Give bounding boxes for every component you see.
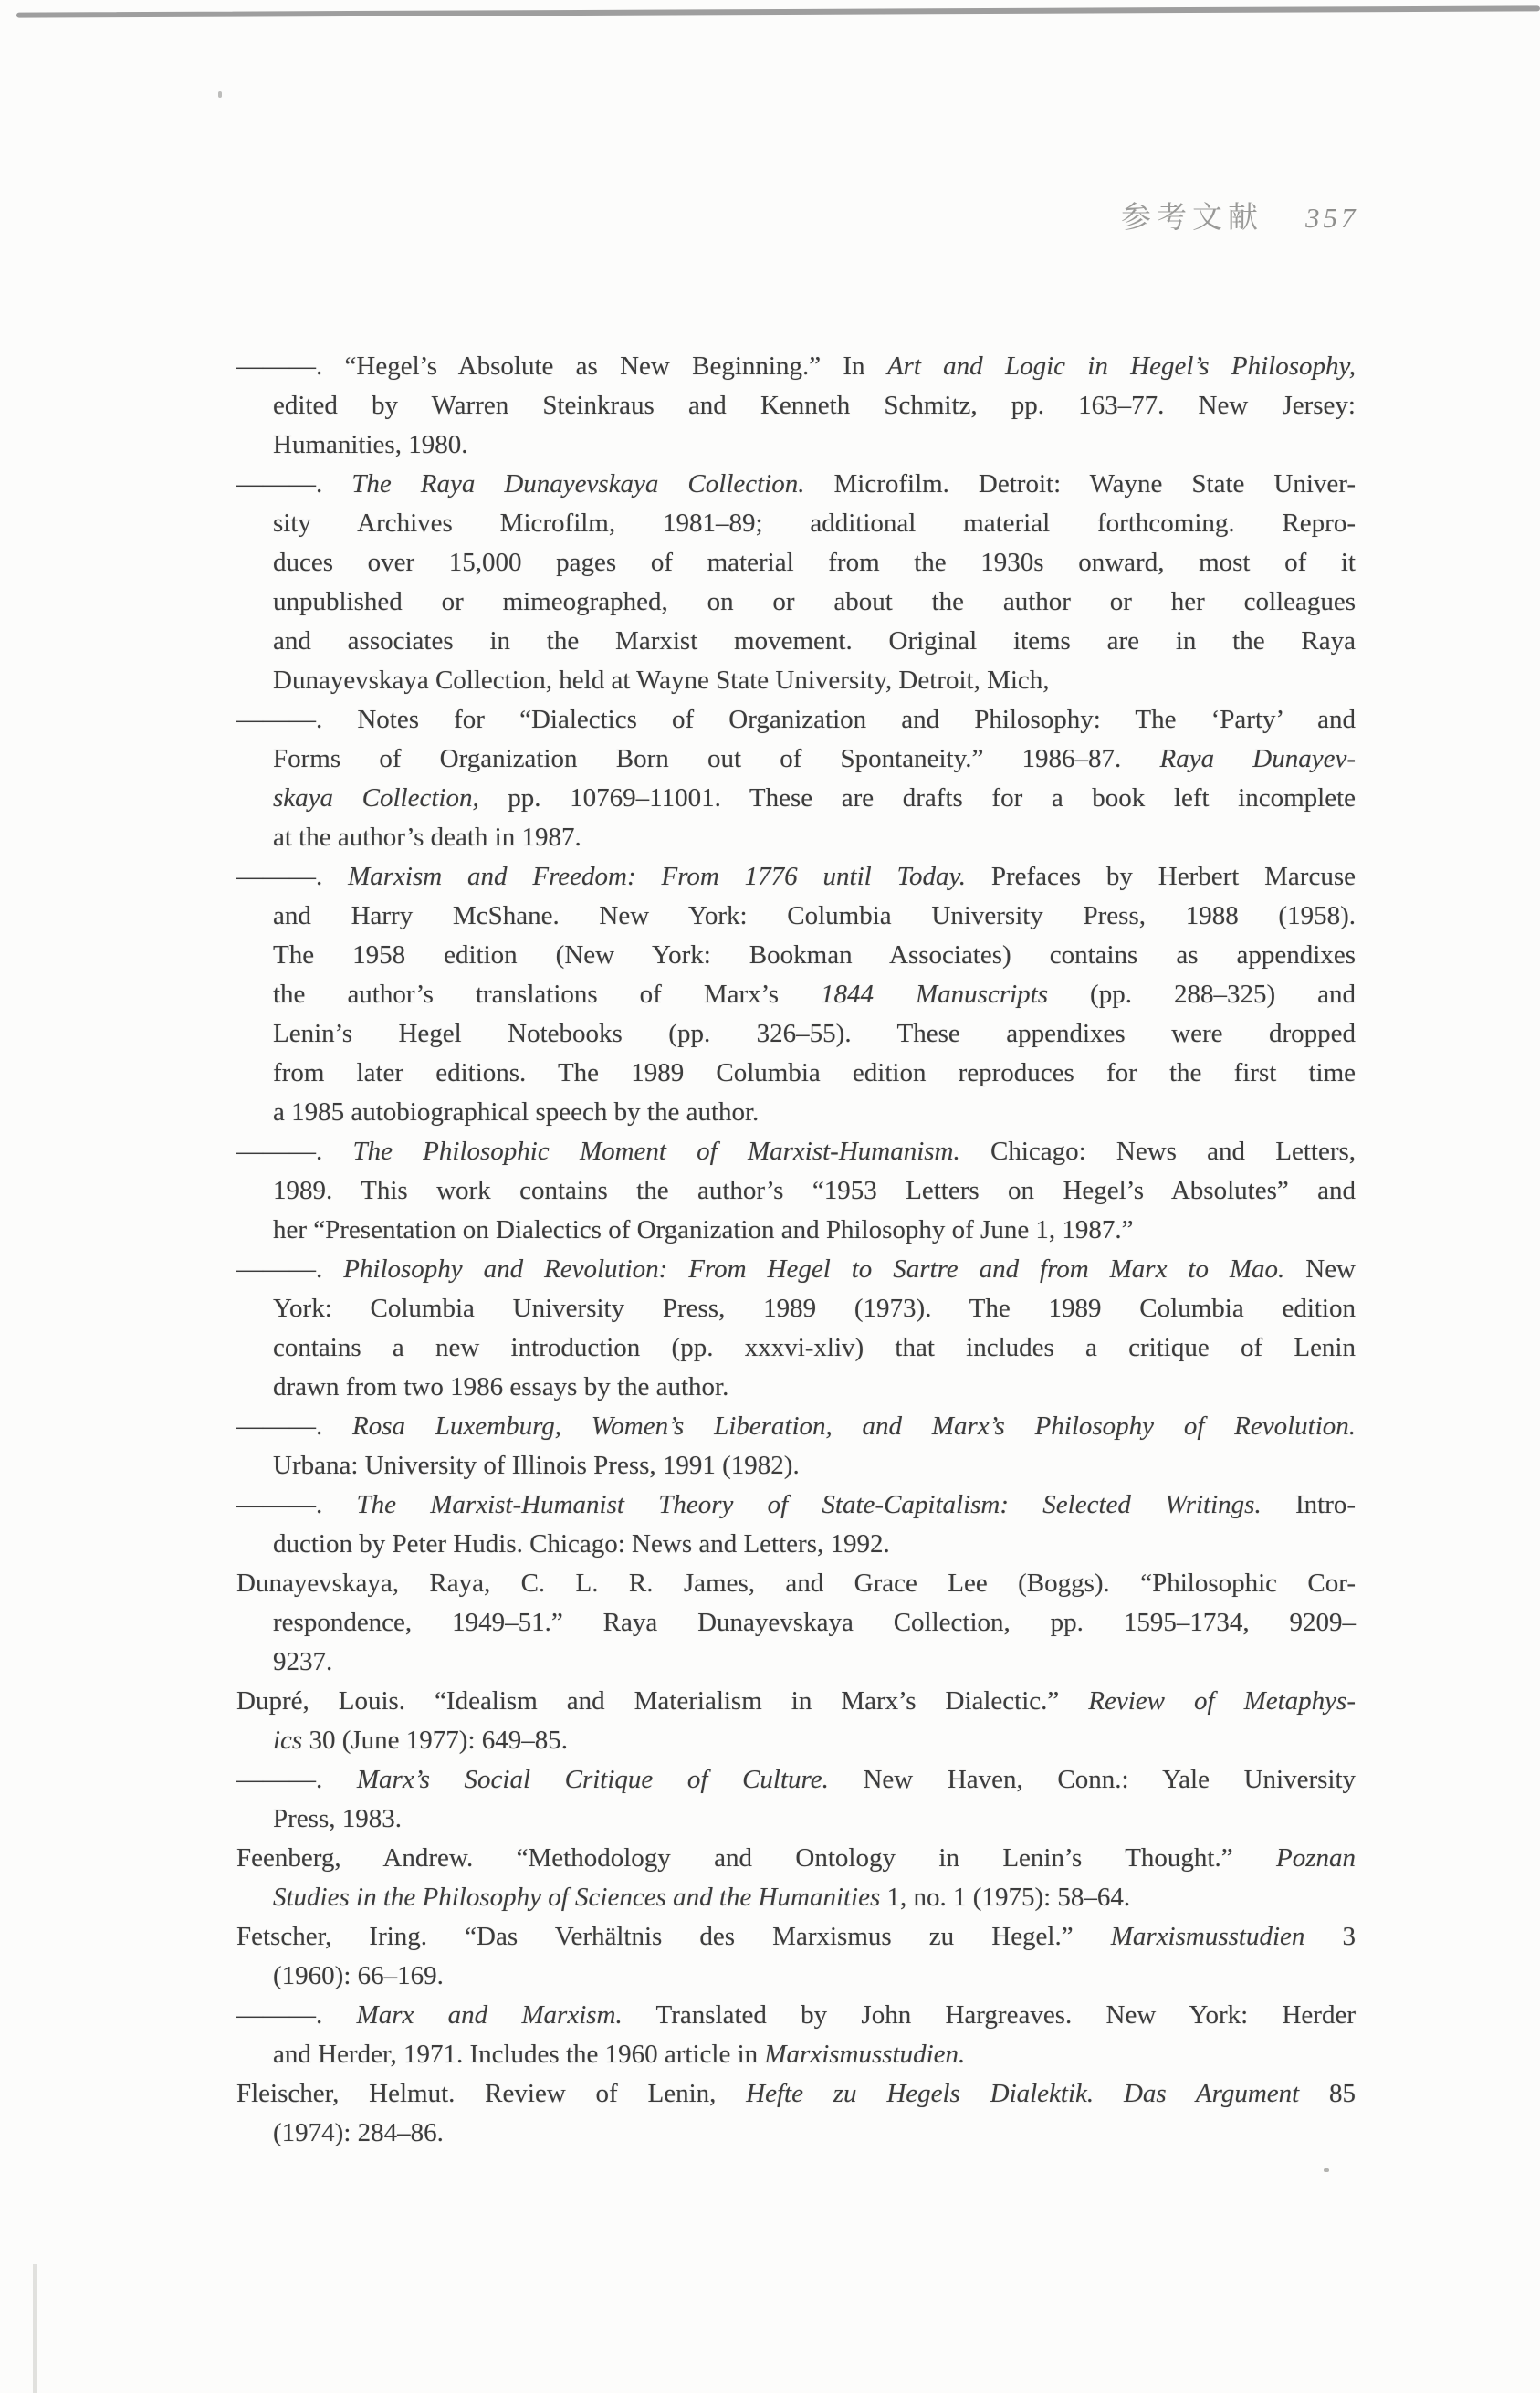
roman-text: Chicago: News and Letters, xyxy=(959,1137,1357,1166)
italic-title-text: Marxismusstudien. xyxy=(764,2040,966,2069)
italic-title-text: 1844 Manuscripts xyxy=(821,980,1049,1009)
roman-text: ———. Notes for “Dialectics of Organization and Philosophy: The ‘Party’ and xyxy=(236,705,1356,734)
bib-line xyxy=(236,1250,1356,1289)
italic-title-text: Marxismusstudien xyxy=(1110,1922,1305,1951)
roman-text: Dupré, Louis. “Idealism and Materialism in Marx’s Dialectic.” xyxy=(236,1686,1089,1716)
italic-title-text: ics xyxy=(273,1726,303,1755)
section-title: 参考文献 xyxy=(1121,202,1263,235)
bib-line xyxy=(236,1485,1356,1525)
roman-text: Prefaces by Herbert Marcuse xyxy=(966,862,1356,891)
roman-text: and Harry McShane. New York: Columbia University Press, 1988 (1958). xyxy=(273,901,1356,930)
scan-edge-top-line xyxy=(16,5,1540,17)
roman-text: 9237. xyxy=(273,1647,333,1676)
bib-line xyxy=(236,1132,1356,1171)
bib-line xyxy=(236,583,1356,622)
roman-text: pp. 10769–11001. These are drafts for a book left incomplete xyxy=(478,783,1356,813)
scan-edge-left-line xyxy=(33,2264,37,2393)
bib-line xyxy=(236,2114,1356,2153)
roman-text: and associates in the Marxist movement. Original items are in the Raya xyxy=(273,626,1356,656)
italic-title-text: Review of Metaphys- xyxy=(1088,1686,1356,1716)
italic-title-text: Art and Logic in Hegel’s Philosophy, xyxy=(886,352,1356,381)
italic-title-text: The Marxist-Humanist Theory of State-Capitalism: Selected Writings. xyxy=(356,1490,1262,1519)
italic-title-text: Marx’s Social Critique of Culture. xyxy=(356,1765,829,1794)
roman-text: drawn from two 1986 essays by the author. xyxy=(273,1372,729,1401)
bib-line xyxy=(236,622,1356,661)
roman-text: New Haven, Conn.: Yale University xyxy=(828,1765,1356,1794)
roman-text: unpublished or mimeographed, on or about the author or her colleagues xyxy=(273,587,1356,616)
roman-text: (1974): 284–86. xyxy=(273,2118,444,2147)
bib-line xyxy=(236,936,1356,975)
bibliography xyxy=(236,347,1356,2153)
roman-text: Fleischer, Helmut. Review of Lenin, xyxy=(236,2079,747,2108)
bib-line xyxy=(236,2035,1356,2074)
roman-text: 85 xyxy=(1299,2079,1357,2108)
bib-line xyxy=(236,1368,1356,1407)
bib-line xyxy=(236,1446,1356,1485)
roman-text: ———. xyxy=(236,1254,344,1284)
roman-text: Dunayevskaya Collection, held at Wayne State University, Detroit, Mich, xyxy=(273,666,1050,695)
roman-text: respondence, 1949–51.” Raya Dunayevskaya Collection, pp. 1595–1734, 9209– xyxy=(273,1608,1356,1637)
bib-line xyxy=(236,465,1356,504)
roman-text: (1960): 66–169. xyxy=(273,1961,444,1990)
roman-text: Humanities, 1980. xyxy=(273,430,468,459)
bib-line xyxy=(236,1093,1356,1132)
bib-line xyxy=(236,1603,1356,1643)
italic-title-text: The Philosophic Moment of Marxist-Humanism. xyxy=(352,1137,960,1166)
roman-text: the author’s translations of Marx’s xyxy=(273,980,822,1009)
bib-line xyxy=(236,975,1356,1014)
italic-title-text: The Raya Dunayevskaya Collection. xyxy=(351,469,805,499)
bib-line xyxy=(236,1839,1356,1878)
roman-text: Lenin’s Hegel Notebooks (pp. 326–55). These appendixes were dropped xyxy=(273,1019,1356,1048)
bib-line xyxy=(236,1171,1356,1211)
roman-text: a 1985 autobiographical speech by the author. xyxy=(273,1097,760,1127)
roman-text: Fetscher, Iring. “Das Verhältnis des Marxismus zu Hegel.” xyxy=(236,1922,1111,1951)
roman-text: duction by Peter Hudis. Chicago: News and Letters, 1992. xyxy=(273,1529,890,1559)
italic-title-text: Rosa Luxemburg, Women’s Liberation, and Marx’s Philosophy of Revolution. xyxy=(352,1412,1357,1441)
roman-text: (pp. 288–325) and xyxy=(1048,980,1357,1009)
bib-line xyxy=(236,1525,1356,1564)
roman-text: at the author’s death in 1987. xyxy=(273,823,581,852)
roman-text: sity Archives Microfilm, 1981–89; additional material forthcoming. Repro- xyxy=(273,509,1356,538)
roman-text: The 1958 edition (New York: Bookman Associates) contains as appendixes xyxy=(273,940,1356,970)
roman-text: New xyxy=(1284,1254,1357,1284)
italic-title-text: Marxism and Freedom: From 1776 until Today. xyxy=(348,862,967,891)
roman-text: Dunayevskaya, Raya, C. L. R. James, and Grace Lee (Boggs). “Philosophic Cor- xyxy=(236,1569,1356,1598)
bib-line xyxy=(236,1211,1356,1250)
bib-line xyxy=(236,1643,1356,1682)
roman-text: ———. xyxy=(236,469,352,499)
bib-line xyxy=(236,897,1356,936)
roman-text: Feenberg, Andrew. “Methodology and Ontology in Lenin’s Thought.” xyxy=(236,1843,1276,1873)
roman-text: ———. xyxy=(236,1490,357,1519)
roman-text: ———. xyxy=(236,2000,357,2030)
roman-text: Press, 1983. xyxy=(273,1804,402,1833)
bib-line xyxy=(236,779,1356,818)
roman-text: ———. xyxy=(236,1137,353,1166)
bib-line xyxy=(236,504,1356,543)
roman-text: Urbana: University of Illinois Press, 1991 (1982). xyxy=(273,1451,800,1480)
bib-line xyxy=(236,1996,1356,2035)
roman-text: Intro- xyxy=(1261,1490,1357,1519)
bib-line xyxy=(236,1328,1356,1368)
italic-title-text: Hefte zu Hegels Dialektik. Das Argument xyxy=(746,2079,1300,2108)
roman-text: Microfilm. Detroit: Wayne State Univer- xyxy=(804,469,1356,499)
bib-line xyxy=(236,386,1356,425)
bib-line xyxy=(236,700,1356,740)
scan-speck xyxy=(218,91,222,98)
italic-title-text: Raya Dunayev- xyxy=(1159,744,1356,773)
roman-text: from later editions. The 1989 Columbia edition reproduces for the first time xyxy=(273,1058,1356,1087)
roman-text: ———. xyxy=(236,862,349,891)
bib-line xyxy=(236,1054,1356,1093)
bib-line xyxy=(236,818,1356,857)
roman-text: her “Presentation on Dialectics of Organization and Philosophy of June 1, 1987.” xyxy=(273,1215,1134,1244)
bib-line xyxy=(236,2074,1356,2114)
roman-text: ———. “Hegel’s Absolute as New Beginning.” In xyxy=(236,352,887,381)
roman-text: ———. xyxy=(236,1765,357,1794)
bib-line xyxy=(236,1800,1356,1839)
roman-text: contains a new introduction (pp. xxxvi-xliv) that includes a critique of Lenin xyxy=(273,1333,1356,1362)
bib-line xyxy=(236,1760,1356,1800)
running-header xyxy=(1121,194,1359,236)
italic-title-text: Poznan xyxy=(1276,1843,1356,1873)
roman-text: 3 xyxy=(1304,1922,1356,1951)
bib-line xyxy=(236,1407,1356,1446)
bib-line xyxy=(236,661,1356,700)
bib-line xyxy=(236,1878,1356,1917)
bib-line xyxy=(236,543,1356,583)
bib-line xyxy=(236,1014,1356,1054)
bib-line xyxy=(236,425,1356,465)
bib-line xyxy=(236,1721,1356,1760)
bib-line xyxy=(236,1957,1356,1996)
roman-text: York: Columbia University Press, 1989 (1973). The 1989 Columbia edition xyxy=(273,1294,1356,1323)
roman-text: 30 (June 1977): 649–85. xyxy=(302,1726,568,1755)
roman-text: 1, no. 1 (1975): 58–64. xyxy=(880,1883,1131,1912)
bib-line xyxy=(236,347,1356,386)
italic-title-text: Studies in the Philosophy of Sciences and the Humanities xyxy=(273,1883,881,1912)
roman-text: edited by Warren Steinkraus and Kenneth Schmitz, pp. 163–77. New Jersey: xyxy=(273,391,1356,420)
page-number: 357 xyxy=(1305,202,1359,234)
bib-line xyxy=(236,1917,1356,1957)
roman-text: Forms of Organization Born out of Spontaneity.” 1986–87. xyxy=(273,744,1160,773)
bib-line xyxy=(236,1289,1356,1328)
bib-line xyxy=(236,740,1356,779)
bib-line xyxy=(236,857,1356,897)
bib-line xyxy=(236,1564,1356,1603)
italic-title-text: Marx and Marxism. xyxy=(356,2000,623,2030)
roman-text: duces over 15,000 pages of material from the 1930s onward, most of it xyxy=(273,548,1356,577)
roman-text: Translated by John Hargreaves. New York: Herder xyxy=(622,2000,1356,2030)
scan-speck xyxy=(1324,2168,1329,2172)
italic-title-text: skaya Collection, xyxy=(273,783,479,813)
roman-text: ———. xyxy=(236,1412,353,1441)
italic-title-text: Philosophy and Revolution: From Hegel to Sartre and from Marx to Mao. xyxy=(343,1254,1285,1284)
roman-text: and Herder, 1971. Includes the 1960 article in xyxy=(273,2040,765,2069)
bib-line xyxy=(236,1682,1356,1721)
roman-text: 1989. This work contains the author’s “1953 Letters on Hegel’s Absolutes” and xyxy=(273,1176,1356,1205)
